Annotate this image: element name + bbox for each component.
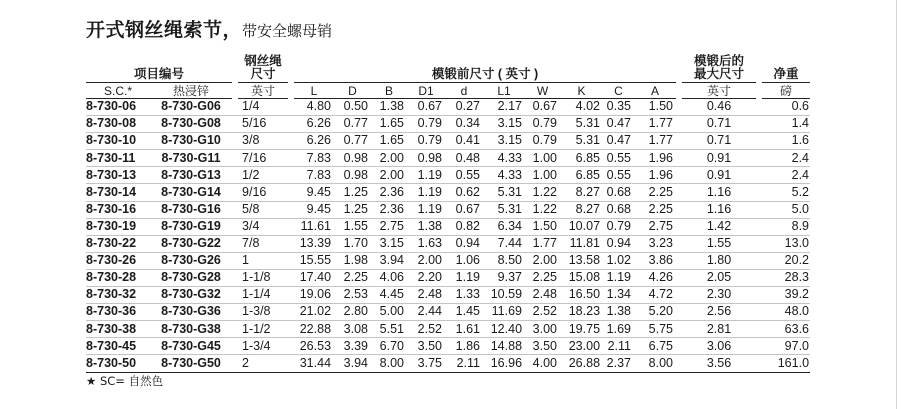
- cell-D: 2.80: [334, 304, 371, 321]
- cell-galvanized-code: 8-730-G14: [150, 184, 232, 201]
- cell-d: 0.27: [445, 99, 483, 116]
- cell-D1: 3.50: [407, 338, 445, 355]
- subheader-W: W: [525, 83, 560, 99]
- cell-galvanized-code: 8-730-G45: [150, 338, 232, 355]
- cell-A: 2.75: [634, 218, 676, 235]
- cell-rope-size: 7/16: [238, 150, 288, 167]
- subheader-D: D: [334, 83, 371, 99]
- cell-C: 1.38: [603, 304, 634, 321]
- cell-D1: 0.67: [407, 99, 445, 116]
- cell-B: 5.51: [371, 321, 407, 338]
- cell-D1: 0.79: [407, 116, 445, 133]
- cell-d: 0.55: [445, 167, 483, 184]
- cell-sc-code: 8-730-36: [86, 304, 150, 321]
- cell-B: 1.65: [371, 133, 407, 150]
- cell-L1: 16.96: [483, 355, 525, 372]
- cell-galvanized-code: 8-730-G11: [150, 150, 232, 167]
- cell-W: 1.22: [525, 184, 560, 201]
- cell-K: 4.02: [560, 99, 603, 116]
- cell-W: 3.50: [525, 338, 560, 355]
- table-row: [86, 116, 810, 133]
- cell-B: 8.00: [371, 355, 407, 372]
- cell-sc-code: 8-730-10: [86, 133, 150, 150]
- cell-L1: 3.15: [483, 133, 525, 150]
- cell-max-after: 0.71: [682, 133, 756, 150]
- cell-C: 2.37: [603, 355, 634, 372]
- cell-A: 3.23: [634, 235, 676, 252]
- cell-W: 1.00: [525, 150, 560, 167]
- cell-net-weight: 1.6: [762, 133, 810, 150]
- cell-C: 1.19: [603, 269, 634, 286]
- cell-K: 11.81: [560, 235, 603, 252]
- cell-D: 0.98: [334, 150, 371, 167]
- cell-D1: 1.19: [407, 167, 445, 184]
- cell-rope-size: 1/2: [238, 167, 288, 184]
- cell-galvanized-code: 8-730-G16: [150, 201, 232, 218]
- table-row: [86, 150, 810, 167]
- cell-K: 18.23: [560, 304, 603, 321]
- cell-galvanized-code: 8-730-G10: [150, 133, 232, 150]
- cell-net-weight: 1.4: [762, 116, 810, 133]
- table-row: [86, 167, 810, 184]
- cell-L: 7.83: [294, 150, 334, 167]
- cell-max-after: 1.80: [682, 252, 756, 269]
- cell-L1: 5.31: [483, 184, 525, 201]
- cell-K: 16.50: [560, 287, 603, 304]
- header-forged-dims: 模锻前尺寸 ( 英寸 ): [294, 50, 676, 83]
- cell-L1: 4.33: [483, 150, 525, 167]
- cell-sc-code: 8-730-14: [86, 184, 150, 201]
- cell-C: 2.11: [603, 338, 634, 355]
- cell-sc-code: 8-730-16: [86, 201, 150, 218]
- cell-A: 2.25: [634, 201, 676, 218]
- cell-rope-size: 1-1/4: [238, 287, 288, 304]
- title-main: 开式钢丝绳索节，: [86, 19, 243, 41]
- cell-W: 1.00: [525, 167, 560, 184]
- cell-A: 1.50: [634, 99, 676, 116]
- cell-A: 2.25: [634, 184, 676, 201]
- cell-K: 6.85: [560, 167, 603, 184]
- cell-d: 0.41: [445, 133, 483, 150]
- header-max-after-forging: 模锻后的 最大尺寸: [682, 50, 756, 83]
- cell-sc-code: 8-730-13: [86, 167, 150, 184]
- cell-rope-size: 5/8: [238, 201, 288, 218]
- subheader-sc: S.C.*: [86, 83, 150, 99]
- table-body: [86, 99, 810, 373]
- cell-galvanized-code: 8-730-G06: [150, 99, 232, 116]
- cell-L: 9.45: [294, 184, 334, 201]
- cell-C: 1.34: [603, 287, 634, 304]
- cell-W: 2.25: [525, 269, 560, 286]
- cell-K: 6.85: [560, 150, 603, 167]
- cell-sc-code: 8-730-26: [86, 252, 150, 269]
- cell-max-after: 3.56: [682, 355, 756, 372]
- table-row: [86, 287, 810, 304]
- cell-galvanized-code: 8-730-G26: [150, 252, 232, 269]
- cell-d: 0.34: [445, 116, 483, 133]
- cell-max-after: 1.42: [682, 218, 756, 235]
- cell-D: 3.39: [334, 338, 371, 355]
- cell-W: 1.77: [525, 235, 560, 252]
- cell-B: 3.15: [371, 235, 407, 252]
- cell-W: 1.50: [525, 218, 560, 235]
- cell-C: 0.68: [603, 184, 634, 201]
- cell-L1: 2.17: [483, 99, 525, 116]
- cell-K: 10.07: [560, 218, 603, 235]
- cell-L: 13.39: [294, 235, 334, 252]
- table-row: [86, 355, 810, 372]
- subheader-L1: L1: [483, 83, 525, 99]
- cell-C: 0.55: [603, 167, 634, 184]
- cell-rope-size: 3/4: [238, 218, 288, 235]
- cell-L1: 10.59: [483, 287, 525, 304]
- subheader-rope-unit: 英寸: [238, 83, 288, 99]
- cell-W: 2.52: [525, 304, 560, 321]
- table-row: [86, 218, 810, 235]
- cell-A: 3.86: [634, 252, 676, 269]
- cell-rope-size: 1/4: [238, 99, 288, 116]
- cell-L1: 12.40: [483, 321, 525, 338]
- cell-net-weight: 13.0: [762, 235, 810, 252]
- cell-B: 1.38: [371, 99, 407, 116]
- cell-L: 22.88: [294, 321, 334, 338]
- cell-rope-size: 1-3/8: [238, 304, 288, 321]
- cell-D1: 0.98: [407, 150, 445, 167]
- cell-rope-size: 1-3/4: [238, 338, 288, 355]
- cell-B: 2.00: [371, 167, 407, 184]
- cell-rope-size: 1-1/8: [238, 269, 288, 286]
- cell-C: 1.02: [603, 252, 634, 269]
- cell-L: 31.44: [294, 355, 334, 372]
- cell-C: 0.94: [603, 235, 634, 252]
- cell-L: 19.06: [294, 287, 334, 304]
- cell-max-after: 1.16: [682, 184, 756, 201]
- cell-sc-code: 8-730-08: [86, 116, 150, 133]
- cell-W: 2.00: [525, 252, 560, 269]
- cell-C: 1.69: [603, 321, 634, 338]
- cell-net-weight: 28.3: [762, 269, 810, 286]
- cell-K: 15.08: [560, 269, 603, 286]
- cell-D: 2.25: [334, 269, 371, 286]
- cell-max-after: 0.91: [682, 150, 756, 167]
- cell-C: 0.68: [603, 201, 634, 218]
- cell-galvanized-code: 8-730-G28: [150, 269, 232, 286]
- cell-A: 1.96: [634, 167, 676, 184]
- cell-max-after: 3.06: [682, 338, 756, 355]
- cell-L: 17.40: [294, 269, 334, 286]
- cell-sc-code: 8-730-45: [86, 338, 150, 355]
- cell-max-after: 2.81: [682, 321, 756, 338]
- cell-C: 0.79: [603, 218, 634, 235]
- cell-d: 0.48: [445, 150, 483, 167]
- cell-net-weight: 8.9: [762, 218, 810, 235]
- cell-d: 0.94: [445, 235, 483, 252]
- cell-L1: 6.34: [483, 218, 525, 235]
- cell-L1: 5.31: [483, 201, 525, 218]
- cell-D: 0.77: [334, 133, 371, 150]
- cell-galvanized-code: 8-730-G19: [150, 218, 232, 235]
- cell-D1: 2.20: [407, 269, 445, 286]
- cell-D1: 0.79: [407, 133, 445, 150]
- cell-d: 0.62: [445, 184, 483, 201]
- cell-sc-code: 8-730-06: [86, 99, 150, 116]
- cell-rope-size: 5/16: [238, 116, 288, 133]
- cell-d: 1.33: [445, 287, 483, 304]
- cell-B: 2.36: [371, 184, 407, 201]
- cell-L1: 3.15: [483, 116, 525, 133]
- cell-A: 1.96: [634, 150, 676, 167]
- cell-C: 0.47: [603, 116, 634, 133]
- table-row: [86, 201, 810, 218]
- cell-B: 4.06: [371, 269, 407, 286]
- cell-rope-size: 9/16: [238, 184, 288, 201]
- cell-K: 13.58: [560, 252, 603, 269]
- cell-D1: 1.38: [407, 218, 445, 235]
- cell-A: 1.77: [634, 133, 676, 150]
- cell-D: 0.50: [334, 99, 371, 116]
- cell-W: 0.79: [525, 116, 560, 133]
- cell-D: 1.55: [334, 218, 371, 235]
- cell-d: 1.45: [445, 304, 483, 321]
- cell-L: 6.26: [294, 116, 334, 133]
- cell-max-after: 1.55: [682, 235, 756, 252]
- cell-K: 26.88: [560, 355, 603, 372]
- cell-A: 5.75: [634, 321, 676, 338]
- cell-D: 0.77: [334, 116, 371, 133]
- cell-D1: 2.00: [407, 252, 445, 269]
- cell-K: 5.31: [560, 116, 603, 133]
- cell-net-weight: 20.2: [762, 252, 810, 269]
- cell-net-weight: 161.0: [762, 355, 810, 372]
- cell-C: 0.55: [603, 150, 634, 167]
- cell-B: 5.00: [371, 304, 407, 321]
- cell-L1: 11.69: [483, 304, 525, 321]
- cell-L1: 8.50: [483, 252, 525, 269]
- cell-d: 1.61: [445, 321, 483, 338]
- table-row: [86, 269, 810, 286]
- cell-B: 2.75: [371, 218, 407, 235]
- table-row: [86, 133, 810, 150]
- cell-A: 4.72: [634, 287, 676, 304]
- cell-C: 0.35: [603, 99, 634, 116]
- subheader-row: [86, 83, 810, 99]
- cell-C: 0.47: [603, 133, 634, 150]
- cell-d: 1.19: [445, 269, 483, 286]
- header-row: [86, 50, 810, 83]
- cell-K: 8.27: [560, 201, 603, 218]
- table-row: [86, 304, 810, 321]
- cell-W: 1.22: [525, 201, 560, 218]
- cell-A: 5.20: [634, 304, 676, 321]
- subheader-L: L: [294, 83, 334, 99]
- cell-D1: 2.48: [407, 287, 445, 304]
- subheader-weight-unit: 磅: [762, 83, 810, 99]
- title-subtitle: 带安全螺母销: [242, 22, 333, 40]
- cell-B: 1.65: [371, 116, 407, 133]
- cell-max-after: 2.30: [682, 287, 756, 304]
- cell-max-after: 2.56: [682, 304, 756, 321]
- cell-D: 1.98: [334, 252, 371, 269]
- cell-L: 6.26: [294, 133, 334, 150]
- cell-L: 4.80: [294, 99, 334, 116]
- cell-D1: 1.19: [407, 184, 445, 201]
- cell-galvanized-code: 8-730-G32: [150, 287, 232, 304]
- cell-sc-code: 8-730-11: [86, 150, 150, 167]
- cell-W: 0.79: [525, 133, 560, 150]
- cell-W: 0.67: [525, 99, 560, 116]
- subheader-C: C: [603, 83, 634, 99]
- cell-d: 0.67: [445, 201, 483, 218]
- spec-table: [86, 50, 810, 373]
- cell-L: 21.02: [294, 304, 334, 321]
- cell-D1: 1.19: [407, 201, 445, 218]
- subheader-A: A: [634, 83, 676, 99]
- cell-B: 4.45: [371, 287, 407, 304]
- cell-max-after: 2.05: [682, 269, 756, 286]
- cell-sc-code: 8-730-32: [86, 287, 150, 304]
- cell-net-weight: 97.0: [762, 338, 810, 355]
- cell-A: 6.75: [634, 338, 676, 355]
- table-row: [86, 321, 810, 338]
- cell-galvanized-code: 8-730-G08: [150, 116, 232, 133]
- cell-max-after: 0.91: [682, 167, 756, 184]
- cell-galvanized-code: 8-730-G38: [150, 321, 232, 338]
- cell-A: 1.77: [634, 116, 676, 133]
- cell-W: 2.48: [525, 287, 560, 304]
- cell-max-after: 1.16: [682, 201, 756, 218]
- subheader-d: d: [445, 83, 483, 99]
- cell-D1: 3.75: [407, 355, 445, 372]
- cell-sc-code: 8-730-19: [86, 218, 150, 235]
- cell-W: 4.00: [525, 355, 560, 372]
- cell-L: 7.83: [294, 167, 334, 184]
- cell-K: 19.75: [560, 321, 603, 338]
- cell-d: 1.86: [445, 338, 483, 355]
- page-title: [86, 15, 332, 42]
- cell-galvanized-code: 8-730-G50: [150, 355, 232, 372]
- subheader-K: K: [560, 83, 603, 99]
- table-row: [86, 235, 810, 252]
- cell-B: 6.70: [371, 338, 407, 355]
- cell-K: 8.27: [560, 184, 603, 201]
- table-row: [86, 338, 810, 355]
- cell-D: 1.25: [334, 201, 371, 218]
- cell-W: 3.00: [525, 321, 560, 338]
- cell-net-weight: 63.6: [762, 321, 810, 338]
- cell-rope-size: 1-1/2: [238, 321, 288, 338]
- cell-net-weight: 48.0: [762, 304, 810, 321]
- header-item-no: 项目编号: [86, 50, 232, 83]
- subheader-B: B: [371, 83, 407, 99]
- cell-D1: 1.63: [407, 235, 445, 252]
- cell-rope-size: 3/8: [238, 133, 288, 150]
- cell-B: 3.94: [371, 252, 407, 269]
- cell-rope-size: 7/8: [238, 235, 288, 252]
- cell-sc-code: 8-730-38: [86, 321, 150, 338]
- subheader-max-unit: 英寸: [682, 83, 756, 99]
- cell-L1: 9.37: [483, 269, 525, 286]
- cell-L: 15.55: [294, 252, 334, 269]
- cell-A: 4.26: [634, 269, 676, 286]
- cell-sc-code: 8-730-50: [86, 355, 150, 372]
- cell-L: 11.61: [294, 218, 334, 235]
- footnote: ★ SC= 自然色: [86, 374, 164, 388]
- cell-B: 2.36: [371, 201, 407, 218]
- cell-d: 1.06: [445, 252, 483, 269]
- cell-K: 23.00: [560, 338, 603, 355]
- cell-galvanized-code: 8-730-G13: [150, 167, 232, 184]
- cell-net-weight: 2.4: [762, 150, 810, 167]
- cell-L: 9.45: [294, 201, 334, 218]
- cell-L1: 7.44: [483, 235, 525, 252]
- cell-L1: 4.33: [483, 167, 525, 184]
- table-row: [86, 252, 810, 269]
- cell-rope-size: 2: [238, 355, 288, 372]
- cell-max-after: 0.71: [682, 116, 756, 133]
- cell-D: 2.53: [334, 287, 371, 304]
- table-row: [86, 99, 810, 116]
- cell-max-after: 0.46: [682, 99, 756, 116]
- cell-D: 1.70: [334, 235, 371, 252]
- header-rope-size: 钢丝绳 尺寸: [238, 50, 288, 83]
- cell-d: 0.82: [445, 218, 483, 235]
- cell-D1: 2.44: [407, 304, 445, 321]
- cell-net-weight: 2.4: [762, 167, 810, 184]
- cell-galvanized-code: 8-730-G36: [150, 304, 232, 321]
- cell-A: 8.00: [634, 355, 676, 372]
- cell-D: 3.94: [334, 355, 371, 372]
- cell-sc-code: 8-730-22: [86, 235, 150, 252]
- cell-D1: 2.52: [407, 321, 445, 338]
- cell-net-weight: 0.6: [762, 99, 810, 116]
- cell-K: 5.31: [560, 133, 603, 150]
- cell-D: 0.98: [334, 167, 371, 184]
- cell-B: 2.00: [371, 150, 407, 167]
- cell-sc-code: 8-730-28: [86, 269, 150, 286]
- cell-D: 1.25: [334, 184, 371, 201]
- subheader-galvanized: 热浸锌: [150, 83, 232, 99]
- cell-galvanized-code: 8-730-G22: [150, 235, 232, 252]
- header-net-weight: 净重: [762, 50, 810, 83]
- cell-L1: 14.88: [483, 338, 525, 355]
- subheader-D1: D1: [407, 83, 445, 99]
- cell-D: 3.08: [334, 321, 371, 338]
- cell-net-weight: 5.0: [762, 201, 810, 218]
- cell-net-weight: 39.2: [762, 287, 810, 304]
- cell-net-weight: 5.2: [762, 184, 810, 201]
- table-row: [86, 184, 810, 201]
- cell-rope-size: 1: [238, 252, 288, 269]
- cell-d: 2.11: [445, 355, 483, 372]
- cell-L: 26.53: [294, 338, 334, 355]
